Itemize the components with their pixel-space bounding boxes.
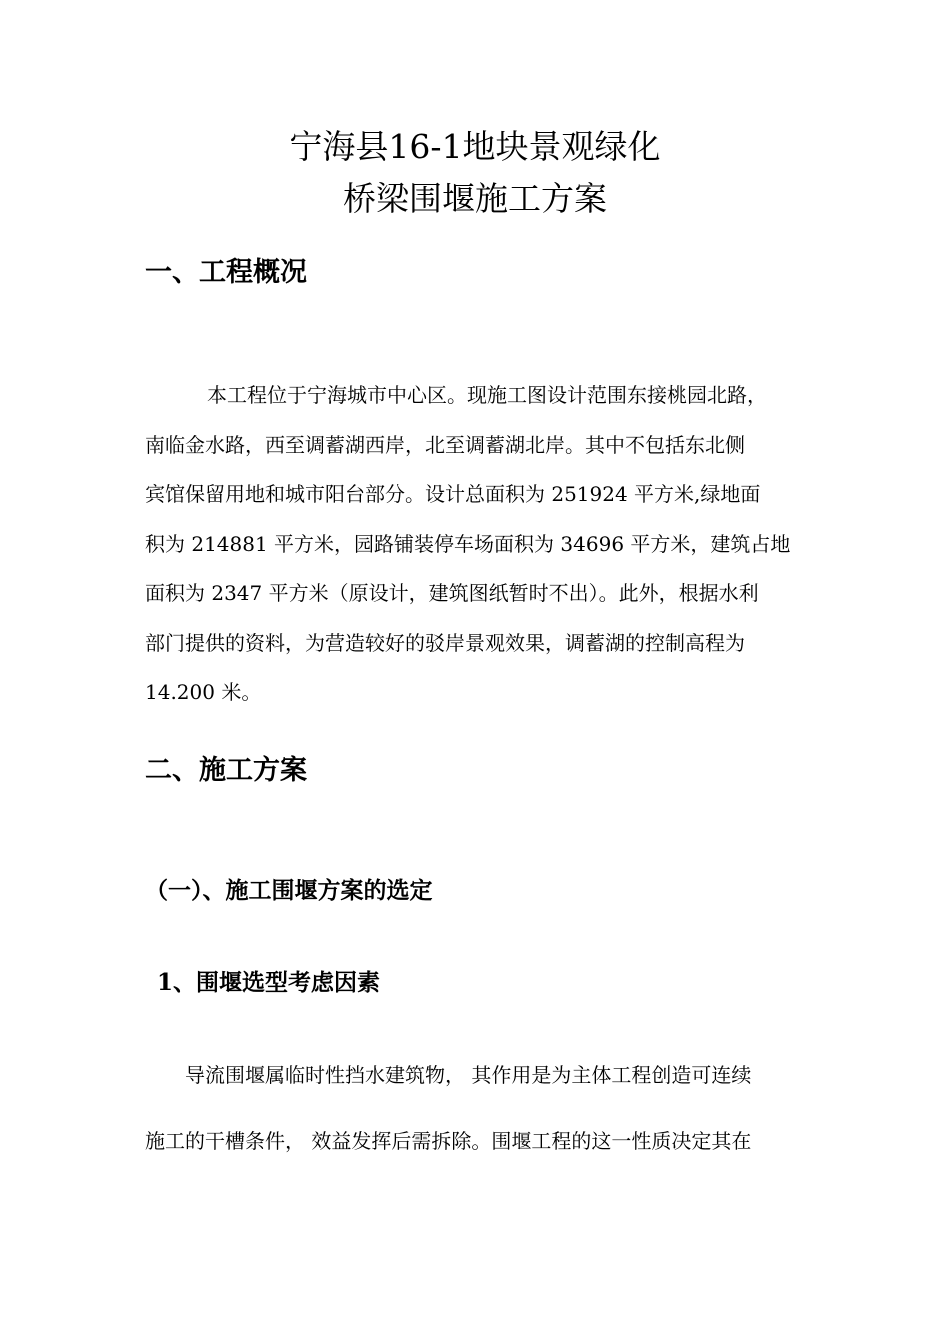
document-title-line-2: 桥梁围堰施工方案 — [343, 179, 607, 218]
paragraph-line: 14.200 米。 — [145, 680, 262, 704]
paragraph-line: 面积为 2347 平方米（原设计，建筑图纸暂时不出）。此外，根据水利 — [145, 581, 759, 605]
subsection-heading-selection-factors: 1、围堰选型考虑因素 — [157, 969, 381, 996]
paragraph-line: 宾馆保留用地和城市阳台部分。设计总面积为 251924 平方米,绿地面 — [145, 482, 761, 506]
paragraph-line: 南临金水路，西至调蓄湖西岸，北至调蓄湖北岸。其中不包括东北侧 — [145, 432, 745, 457]
paragraph-line: 部门提供的资料，为营造较好的驳岸景观效果，调蓄湖的控制高程为 — [145, 630, 745, 655]
document-title-line-1: 宁海县16-1地块景观绿化 — [289, 127, 661, 166]
overview-paragraph — [145, 380, 825, 727]
paragraph-line: 积为 214881 平方米，园路铺装停车场面积为 34696 平方米，建筑占地 — [145, 531, 791, 556]
cofferdam-paragraph — [145, 1060, 825, 1192]
section-heading-overview: 一、工程概况 — [145, 257, 307, 288]
section-heading-construction-plan: 二、施工方案 — [145, 755, 307, 786]
paragraph-line: 本工程位于宁海城市中心区。现施工图设计范围东接桃园北路， — [207, 383, 767, 407]
subsection-heading-cofferdam-selection: （一）、施工围堰方案的选定 — [145, 877, 433, 904]
paragraph-line: 施工的干槽条件， 效益发挥后需拆除。围堰工程的这一性质决定其在 — [145, 1129, 752, 1153]
paragraph-line: 导流围堰属临时性挡水建筑物， 其作用是为主体工程创造可连续 — [185, 1063, 752, 1087]
